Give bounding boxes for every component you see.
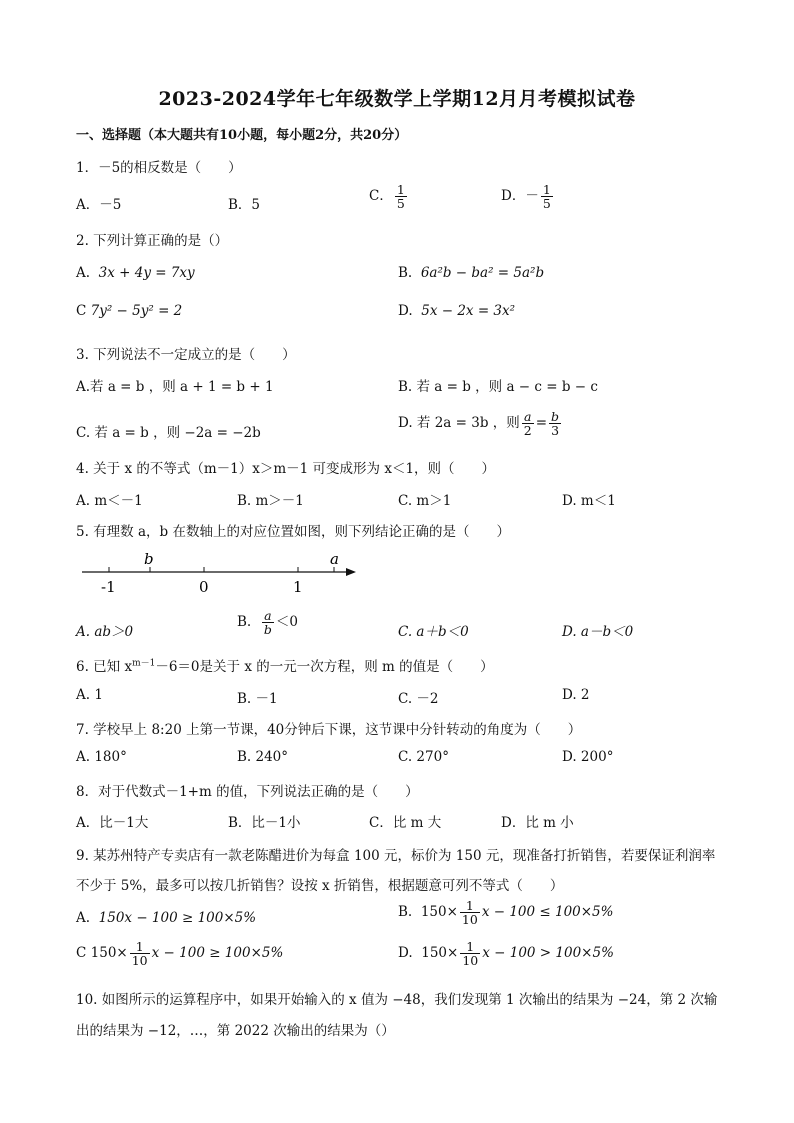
q9-option-c — [76, 940, 283, 967]
numerator: 1 — [130, 940, 150, 954]
q3-d-fraction-1 — [522, 410, 534, 437]
q4-option-a: A. m＜－1 — [76, 493, 143, 509]
q1-option-a: A．－5 — [76, 197, 122, 213]
q5-b-label: B. — [237, 614, 252, 631]
denominator: 2 — [523, 423, 532, 439]
numerator: 1 — [460, 899, 480, 913]
q6-stem-start: 6. 已知 x — [76, 659, 133, 675]
q5-option-b — [237, 609, 298, 636]
q7-option-d: D. 200° — [562, 749, 614, 765]
q4-option-c: C. m＞1 — [398, 493, 452, 509]
q4-stem: 4. 关于 x 的不等式（m－1）x＞m－1 可变成形为 x＜1，则（ ） — [76, 461, 496, 477]
q9-d-rest: x − 100 > 100×5% — [482, 945, 614, 962]
q8-option-c: C．比 m 大 — [369, 815, 442, 831]
denominator: 10 — [131, 953, 148, 969]
q9-b-coef: 150× — [420, 904, 458, 921]
q2-c-label: C — [76, 303, 87, 319]
q7-option-c: C. 270° — [398, 749, 449, 765]
q3-d-label: D. 若 2a = 3b ，则 — [398, 415, 520, 432]
numerator: b — [551, 409, 560, 424]
q9-d-coef: 150× — [421, 945, 459, 962]
q9-a-expr: 150x − 100 ≥ 100×5% — [98, 910, 257, 926]
q9-c-rest: x − 100 ≥ 100×5% — [151, 945, 284, 962]
section-heading: 一、选择题（本大题共有10小题，每小题2分，共20分） — [76, 128, 408, 143]
q9-stem-line2: 不少于 5%，最多可以按几折销售？设按 x 折销售，根据题意可列不等式（ ） — [76, 878, 564, 894]
q9-c-fraction — [130, 940, 150, 967]
q4-option-d: D. m＜1 — [562, 493, 616, 509]
numerator: 1 — [542, 182, 551, 197]
q2-b-expr: 6a²b − ba² = 5a²b — [420, 265, 545, 281]
q1-d-label: D．－ — [501, 188, 539, 205]
q9-option-b — [398, 899, 613, 926]
q6-stem-end: －6＝0是关于 x 的一元一次方程，则 m 的值是（ ） — [155, 659, 494, 675]
q2-option-b — [398, 265, 544, 281]
denominator: b — [263, 622, 272, 638]
q3-option-a: A.若 a = b ，则 a + 1 = b + 1 — [76, 379, 274, 395]
q2-stem: 2. 下列计算正确的是（） — [76, 233, 229, 249]
q2-option-c — [76, 303, 182, 319]
q9-stem-line1: 9. 某苏州特产专卖店有一款老陈醋进价为每盒 100 元，标价为 150 元，现准备打折销售，若要保证利润率 — [76, 848, 716, 864]
denominator: 5 — [396, 196, 405, 212]
tick-label-1: 1 — [293, 578, 303, 596]
q6-option-c: C. －2 — [398, 691, 439, 707]
q2-a-expr: 3x + 4y = 7xy — [98, 265, 195, 281]
q9-c-coef: 150× — [90, 945, 128, 962]
denominator: 3 — [551, 423, 560, 439]
q9-b-fraction — [460, 899, 480, 926]
denominator: 5 — [542, 196, 551, 212]
q10-stem-line1: 10. 如图所示的运算程序中，如果开始输入的 x 值为 −48，我们发现第 1 次输出的结果为 −24，第 2 次输 — [76, 992, 718, 1008]
tick-label-minus-1: -1 — [101, 578, 116, 596]
numerator: 1 — [396, 182, 405, 197]
q8-option-a: A．比－1大 — [76, 815, 149, 831]
q2-option-d — [398, 303, 515, 319]
q9-a-label: A. — [76, 910, 91, 926]
q9-b-label: B. — [398, 904, 413, 921]
q5-b-fraction — [262, 609, 274, 636]
denominator: 10 — [462, 953, 479, 969]
numerator: a — [262, 609, 274, 623]
q8-stem: 8．对于代数式－1+m 的值，下列说法正确的是（ ） — [76, 784, 419, 800]
q7-option-a: A. 180° — [76, 749, 127, 765]
q8-option-b: B．比－1小 — [228, 815, 301, 831]
q2-option-a — [76, 265, 195, 281]
q3-stem: 3. 下列说法不一定成立的是（ ） — [76, 347, 296, 363]
q3-option-c: C. 若 a = b ，则 −2a = −2b — [76, 425, 261, 441]
q6-option-d: D. 2 — [562, 687, 590, 703]
tick-label-0: 0 — [199, 578, 209, 596]
q2-c-expr: 7y² − 5y² = 2 — [90, 303, 183, 319]
q6-option-a: A. 1 — [76, 687, 103, 703]
q1-option-c — [369, 183, 409, 210]
q3-option-b: B. 若 a = b ，则 a − c = b − c — [398, 379, 598, 395]
q3-option-d — [398, 410, 563, 437]
q7-option-b: B. 240° — [237, 749, 289, 765]
q2-b-label: B. — [398, 265, 413, 281]
q3-d-fraction-2 — [549, 410, 561, 437]
numerator: 1 — [460, 940, 480, 954]
q9-d-fraction — [460, 940, 480, 967]
q5-b-comparison: ＜0 — [275, 614, 298, 631]
q5-option-d: D. a－b＜0 — [562, 624, 634, 640]
q9-option-d — [398, 940, 614, 967]
q2-d-expr: 5x − 2x = 3x² — [421, 303, 516, 319]
q1-c-label: C． — [369, 188, 393, 205]
q6-stem — [76, 655, 494, 675]
q10-stem-line2: 出的结果为 −12，…，第 2022 次输出的结果为（） — [76, 1023, 395, 1039]
q9-c-label: C — [76, 945, 87, 962]
q2-a-label: A. — [76, 265, 91, 281]
q1-d-fraction — [541, 183, 553, 210]
q9-b-rest: x − 100 ≤ 100×5% — [481, 904, 614, 921]
q1-stem: 1．－5的相反数是（ ） — [76, 160, 242, 176]
q7-stem: 7. 学校早上 8:20 上第一节课，40分钟后下课，这节课中分针转动的角度为（ ） — [76, 722, 582, 738]
page-title: 2023-2024学年七年级数学上学期12月月考模拟试卷 — [158, 88, 636, 110]
q1-option-d — [501, 183, 555, 210]
q4-option-b: B. m＞－1 — [237, 493, 304, 509]
q1-c-fraction — [395, 183, 407, 210]
q6-exponent: m－1 — [132, 658, 156, 669]
arrow-head-icon — [346, 568, 356, 576]
q6-option-b: B. －1 — [237, 691, 278, 707]
point-a-label: a — [330, 550, 339, 568]
q5-stem: 5. 有理数 a，b 在数轴上的对应位置如图，则下列结论正确的是（ ） — [76, 524, 510, 540]
denominator: 10 — [461, 912, 478, 928]
number-line-figure — [82, 548, 372, 602]
q2-d-label: D. — [398, 303, 413, 319]
q5-option-a: A. ab＞0 — [76, 624, 134, 640]
point-b-label: b — [144, 550, 154, 568]
q5-option-c: C. a＋b＜0 — [398, 624, 469, 640]
q9-option-a — [76, 910, 256, 926]
q8-option-d: D．比 m 小 — [501, 815, 574, 831]
q1-option-b: B．5 — [228, 197, 261, 213]
equals-sign: = — [535, 415, 548, 432]
numerator: a — [522, 410, 534, 424]
q9-d-label: D. — [398, 945, 413, 962]
